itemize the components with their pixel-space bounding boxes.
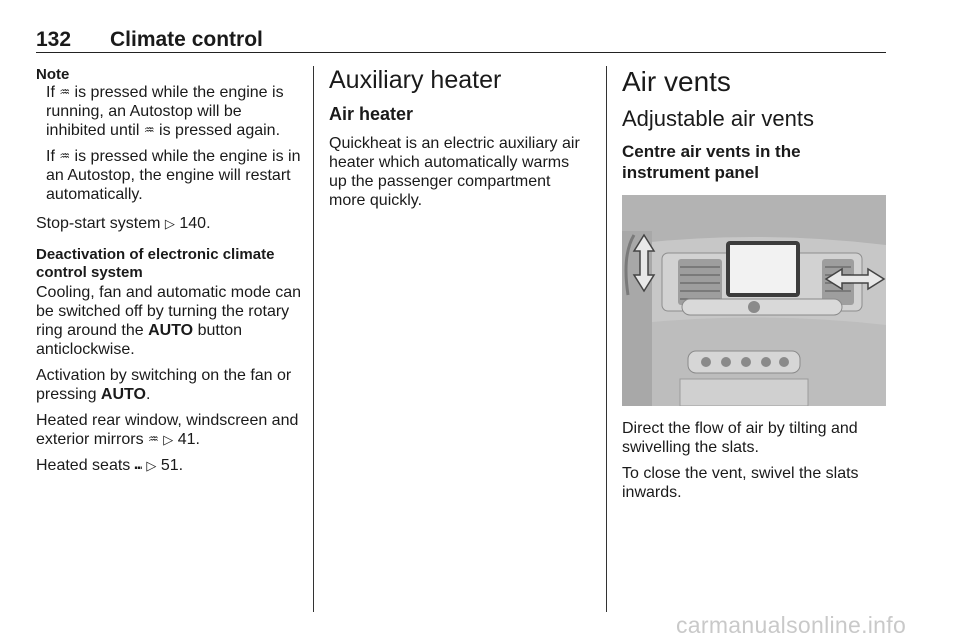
note-heading: Note bbox=[36, 66, 70, 83]
stop-start-reference: Stop-start system ▷ 140. bbox=[36, 215, 211, 232]
note-paragraph-2: If ♒ is pressed while the engine is in an Autostop, the engine will restart automatically. bbox=[46, 148, 301, 203]
eco-mode-icon: ♒ bbox=[59, 149, 71, 163]
air-heater-heading: Air heater bbox=[329, 104, 414, 124]
watermark: carmanualsonline.info bbox=[676, 612, 907, 638]
auxiliary-heater-heading: Auxiliary heater bbox=[329, 66, 502, 94]
heated-rear-window-reference: Heated rear window, windscreen and exterior mirrors ♒ ▷ 41. bbox=[36, 412, 299, 448]
heated-seats-reference: Heated seats ⑉ ▷ 51. bbox=[36, 457, 184, 474]
page-header bbox=[36, 26, 886, 53]
eco-mode-icon: ♒ bbox=[143, 123, 155, 137]
heated-seat-icon: ⑉ bbox=[134, 458, 142, 472]
auto-button-label: AUTO bbox=[100, 386, 146, 403]
column-divider bbox=[313, 66, 314, 612]
rear-window-heating-icon: ♒ bbox=[148, 432, 159, 446]
page-link-140[interactable]: 140. bbox=[179, 215, 211, 232]
centre-vents-heading: Centre air vents in the instrument panel bbox=[622, 142, 801, 182]
note-paragraph-1: If ♒ is pressed while the engine is running, an Autostop will be inhibited until ♒ is pressed again. bbox=[46, 84, 284, 139]
page-reference-arrow-icon: ▷ bbox=[146, 458, 157, 473]
column-divider bbox=[606, 66, 607, 612]
dashboard-vents-photo bbox=[622, 195, 886, 406]
page-link-51[interactable]: 51. bbox=[160, 457, 184, 474]
page-reference-arrow-icon: ▷ bbox=[164, 216, 175, 231]
activation-text: Activation by switching on the fan or pressing AUTO. bbox=[36, 367, 292, 403]
column-right bbox=[622, 66, 888, 509]
adjustable-air-vents-heading: Adjustable air vents bbox=[622, 106, 814, 131]
vent-direction-text: Direct the flow of air by tilting and swivelling the slats. bbox=[622, 420, 858, 456]
column-left bbox=[36, 66, 302, 482]
deactivation-heading: Deactivation of electronic climate control system bbox=[36, 246, 275, 281]
deactivation-text: Cooling, fan and automatic mode can be switched off by turning the rotary ring around the AUTO button anticlockwise. bbox=[36, 284, 302, 358]
air-heater-text: Quickheat is an electric auxiliary air heater which automatically warms up the passenger compartment more quickly. bbox=[329, 135, 580, 209]
eco-mode-icon: ♒ bbox=[59, 85, 71, 99]
auto-button-label: AUTO bbox=[148, 322, 194, 339]
column-middle bbox=[329, 66, 591, 217]
page-link-41[interactable]: 41. bbox=[177, 431, 200, 448]
page-number: 132 bbox=[36, 28, 72, 51]
vent-close-text: To close the vent, swivel the slats inwards. bbox=[622, 465, 859, 501]
page-reference-arrow-icon: ▷ bbox=[163, 432, 174, 447]
section-title: Climate control bbox=[110, 28, 263, 51]
air-vents-heading: Air vents bbox=[622, 66, 731, 97]
